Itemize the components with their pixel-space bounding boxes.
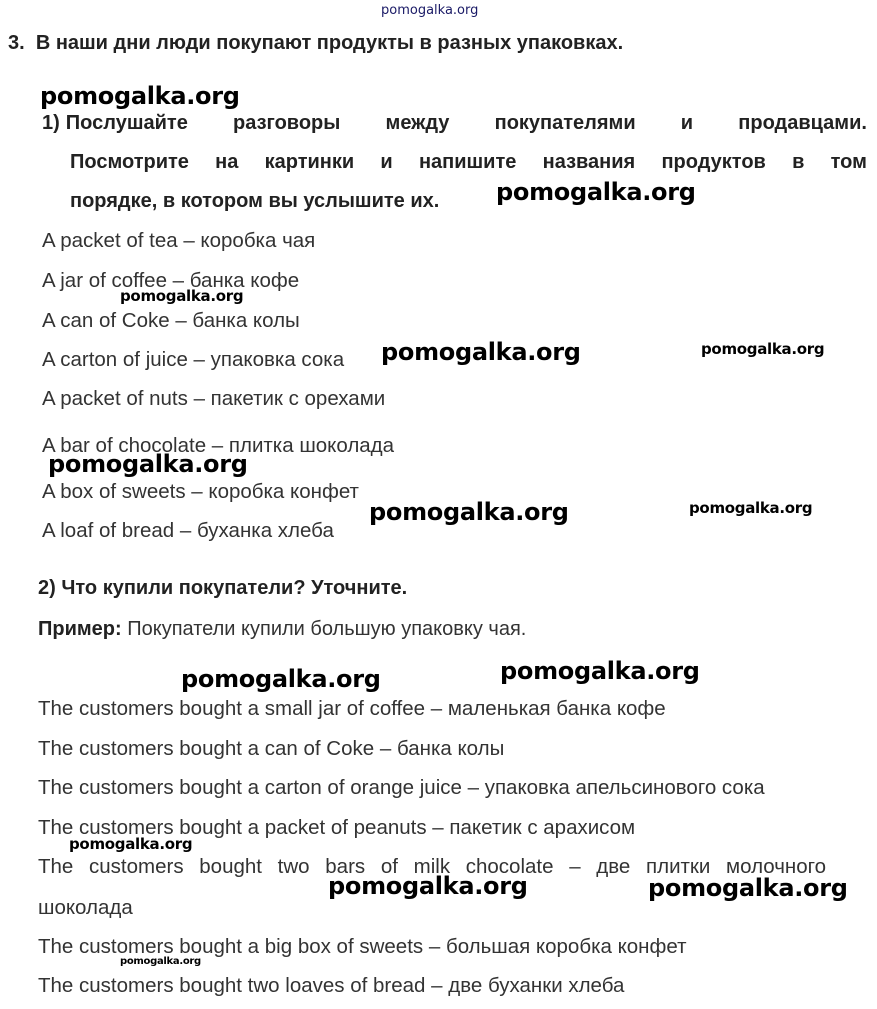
watermark: pomogalka.org	[69, 835, 193, 853]
watermark: pomogalka.org	[120, 956, 201, 967]
answer-line: The customers bought two loaves of bread – две буханки хлеба	[38, 974, 625, 997]
part1-word: покупателями	[494, 112, 636, 134]
part2-title: 2) Что купили покупатели? Уточните.	[38, 577, 408, 599]
part1-word: Посмотрите	[70, 151, 189, 173]
list-item: A packet of nuts – пакетик с орехами	[42, 387, 386, 410]
part1-word: том	[830, 151, 867, 173]
task-number: 3.	[8, 32, 25, 54]
task-heading	[8, 32, 623, 55]
answer-line: The customers bought a carton of orange juice – упаковка апельсинового сока	[38, 776, 765, 799]
part1-line3: порядке, в котором вы услышите их.	[70, 190, 440, 212]
watermark: pomogalka.org	[381, 338, 581, 366]
watermark: pomogalka.org	[328, 872, 528, 900]
watermark: pomogalka.org	[181, 665, 381, 693]
watermark: pomogalka.org	[40, 82, 240, 110]
answer-line: The customers bought a packet of peanuts – пакетик с арахисом	[38, 816, 636, 839]
task-title: В наши дни люди покупают продукты в разных упаковках.	[35, 32, 624, 54]
example-label: Пример:	[38, 618, 122, 640]
watermark: pomogalka.org	[48, 450, 248, 478]
list-item: A packet of tea – коробка чая	[42, 229, 316, 252]
part1-word: и	[680, 112, 694, 134]
list-item: A carton of juice – упаковка сока	[42, 348, 345, 371]
part1-word: Послушайте	[65, 112, 188, 134]
watermark: pomogalka.org	[500, 657, 700, 685]
part1-word: разговоры	[233, 112, 341, 134]
example	[38, 618, 526, 641]
header-watermark: pomogalka.org	[381, 3, 479, 18]
part1-line2	[70, 151, 867, 174]
answer-line: The customers bought a small jar of coffee – маленькая банка кофе	[38, 697, 666, 720]
part1-word: и	[380, 151, 393, 173]
watermark: pomogalka.org	[369, 498, 569, 526]
part1-word: названия	[542, 151, 636, 173]
list-item: A bar of chocolate – плитка шоколада	[42, 434, 395, 457]
watermark: pomogalka.org	[496, 178, 696, 206]
part1-number: 1)	[42, 112, 60, 134]
list-item: A box of sweets – коробка конфет	[42, 480, 359, 503]
list-item: A can of Coke – банка колы	[42, 309, 300, 332]
answer-line: шоколада	[38, 896, 133, 919]
part1-word: в	[792, 151, 805, 173]
part1-line1	[42, 112, 867, 135]
watermark: pomogalka.org	[701, 340, 825, 358]
part1-word: продавцами.	[738, 112, 867, 134]
list-item: A jar of coffee – банка кофе	[42, 269, 300, 292]
part1-word: продуктов	[661, 151, 766, 173]
answer-line: The customers bought a can of Coke – банка колы	[38, 737, 505, 760]
part1-word: между	[385, 112, 450, 134]
answer-line: The customers bought two bars of milk chocolate – две плитки молочного	[38, 855, 827, 878]
example-text: Покупатели купили большую упаковку чая.	[121, 618, 527, 640]
watermark: pomogalka.org	[648, 874, 848, 902]
part1-word: картинки	[264, 151, 355, 173]
part1-word: напишите	[418, 151, 517, 173]
part1-word: на	[215, 151, 239, 173]
answer-line: The customers bought a big box of sweets – большая коробка конфет	[38, 935, 687, 958]
watermark: pomogalka.org	[689, 499, 813, 517]
watermark: pomogalka.org	[120, 287, 244, 305]
list-item: A loaf of bread – буханка хлеба	[42, 519, 334, 542]
